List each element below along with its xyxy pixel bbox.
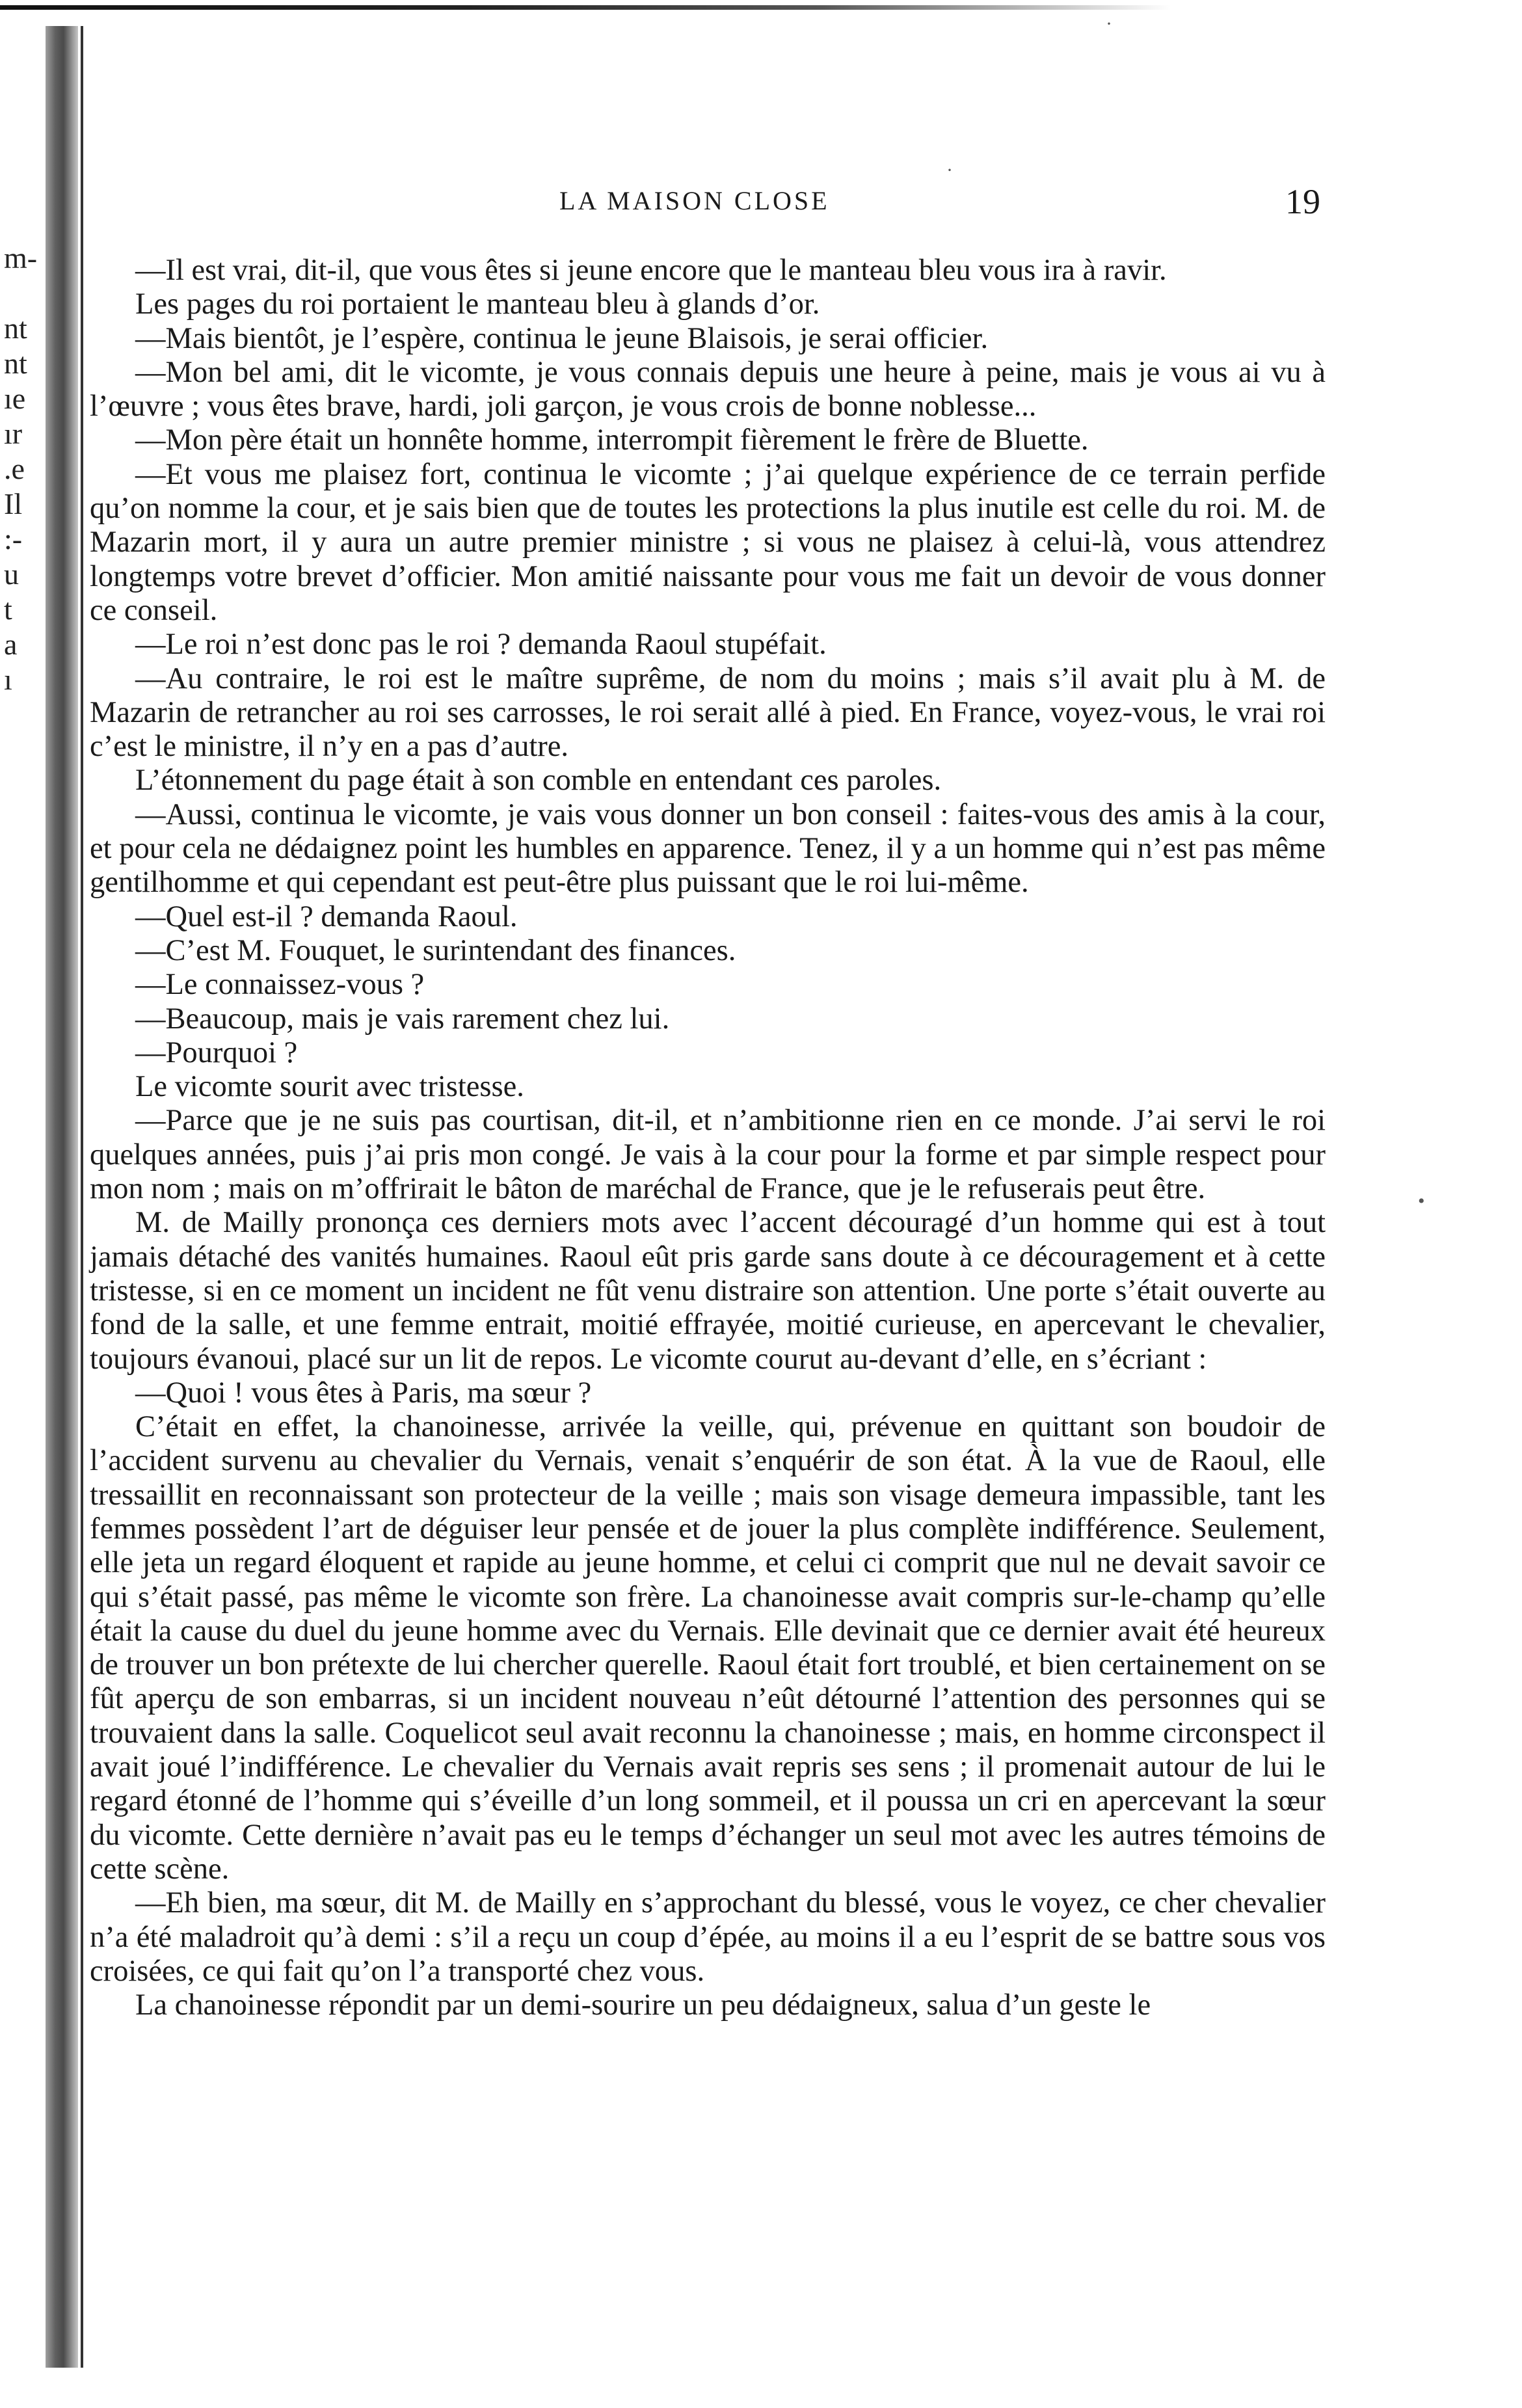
paragraph: —C’est M. Fouquet, le surintendant des finances. bbox=[135, 933, 736, 967]
body-text bbox=[90, 254, 1326, 2022]
margin-fragment: ıe bbox=[4, 382, 26, 415]
paragraph: M. de Mailly prononça ces derniers mots avec l’accent découragé d’un homme qui est à tout jamais détaché des vanités humaines. Raoul eût pris garde sans doute à ce découragement et à cette tristesse, si en ce moment un incident ne fût venu distraire son attention. Une porte s’était ouverte au fond de la salle, et une femme entrait, moitié effrayée, moitié curieuse, en apercevant le chevalier, toujours évanoui, placé sur un lit de repos. Le vicomte courut au-devant d’elle, en s’écriant : bbox=[90, 1206, 1326, 1376]
paragraph: —Mon bel ami, dit le vicomte, je vous connais depuis une heure à peine, mais je vous ai vu à l’œuvre ; vous êtes brave, hardi, joli garçon, je vous crois de bonne noblesse... bbox=[90, 355, 1326, 423]
margin-fragment bbox=[4, 276, 47, 311]
margin-fragment: a bbox=[4, 628, 18, 661]
paragraph: —Beaucoup, mais je vais rarement chez lui. bbox=[135, 1002, 670, 1036]
page-number: 19 bbox=[1285, 182, 1320, 221]
paragraph: —Il est vrai, dit-il, que vous êtes si jeune encore que le manteau bleu vous ira à ravir. bbox=[135, 254, 1167, 287]
paragraph: Le vicomte sourit avec tristesse. bbox=[135, 1070, 524, 1104]
paragraph: —Quel est-il ? demanda Raoul. bbox=[135, 900, 518, 933]
margin-fragment: :- bbox=[4, 522, 23, 555]
paragraph: —Aussi, continua le vicomte, je vais vous donner un bon conseil : faites-vous des amis à la cour, et pour cela ne dédaignez point les humbles en apparence. Tenez, il y a un homme qui n’est pas même gentilhomme et qui cependant est peut-être plus puissant que le roi lui-même. bbox=[90, 797, 1326, 900]
margin-fragment: .e bbox=[4, 452, 25, 485]
paragraph: —Pourquoi ? bbox=[135, 1036, 298, 1069]
margin-fragment: ı bbox=[4, 663, 12, 696]
margin-fragment: nt bbox=[4, 347, 27, 380]
paragraph: —Le connaissez-vous ? bbox=[135, 968, 425, 1002]
margin-fragment: m- bbox=[4, 241, 38, 274]
paragraph: —Quoi ! vous êtes à Paris, ma sœur ? bbox=[135, 1376, 592, 1410]
binding-gutter-shadow bbox=[46, 26, 78, 2368]
paragraph: —Eh bien, ma sœur, dit M. de Mailly en s’approchant du blessé, vous le voyez, ce cher chevalier n’a été maladroit qu’à demi : s’il a reçu un coup d’épée, au moins il a eu l’esprit de se battre sous vos croisées, ce qui fait qu’on l’a transporté chez vous. bbox=[90, 1886, 1326, 1988]
margin-fragment: t bbox=[4, 593, 12, 626]
paragraph: Les pages du roi portaient le manteau bleu à glands d’or. bbox=[135, 288, 820, 321]
scan-speck: · bbox=[1106, 13, 1112, 34]
previous-page-margin-fragments bbox=[4, 241, 47, 697]
paragraph: —Le roi n’est donc pas le roi ? demanda Raoul stupéfait. bbox=[135, 628, 827, 662]
margin-fragment: Il bbox=[4, 487, 23, 520]
scan-speck: • bbox=[1418, 1190, 1425, 1212]
running-head-title: LA MAISON CLOSE bbox=[559, 186, 830, 215]
margin-fragment: u bbox=[4, 557, 19, 591]
paragraph: C’était en effet, la chanoinesse, arrivée la veille, qui, prévenue en quittant son boudoir de l’accident survenu au chevalier du Vernais, venait s’enquérir de son état. À la vue de Raoul, elle tressaillit en reconnaissant son protecteur de la veille ; mais son visage demeura impassible, tant les femmes possèdent l’art de déguiser leur pensée et de jouer la plus complète indifférence. Seulement, elle jeta un regard éloquent et rapide au jeune homme, et celui ci comprit que nul ne devait savoir ce qui s’était passé, pas même le vicomte son frère. La chanoinesse avait compris sur-le-champ qu’elle était la cause du duel du jeune homme avec du Vernais. Elle devinait que ce dernier avait été heureux de trouver un bon prétexte de lui chercher querelle. Raoul était fort troublé, et bien certainement on se fût aperçu de son embarras, si un incident nouveau n’eût détourné l’attention des personnes qui se trouvaient dans la salle. Coquelicot seul avait reconnu la chanoinesse ; mais, en homme circonspect il avait joué l’indifférence. Le chevalier du Vernais avait repris ses sens ; il promenait autour de lui le regard étonné de l’homme qui s’éveille d’un long sommeil, et il poussa un cri en apercevant la sœur du vicomte. Cette dernière n’avait pas eu le temps d’échanger un seul mot avec les autres témoins de cette scène. bbox=[90, 1410, 1326, 1886]
paragraph: —Mon père était un honnête homme, interrompit fièrement le frère de Bluette. bbox=[135, 423, 1089, 457]
scan-speck: · bbox=[946, 159, 953, 181]
margin-fragment: nt bbox=[4, 312, 27, 345]
paragraph: L’étonnement du page était à son comble en entendant ces paroles. bbox=[135, 764, 942, 797]
paragraph: —Et vous me plaisez fort, continua le vicomte ; j’ai quelque expérience de ce terrain perfide qu’on nomme la cour, et je sais bien que de toutes les protections la plus inutile est celle du roi. M. de Mazarin mort, il y aura un autre premier ministre ; si vous ne plaisez à celui-là, vous attendrez longtemps votre brevet d’officier. Mon amitié naissante pour vous me fait un devoir de vous donner ce conseil. bbox=[90, 457, 1326, 627]
paragraph: —Parce que je ne suis pas courtisan, dit-il, et n’ambitionne rien en ce monde. J’ai servi le roi quelques années, puis j’ai pris mon congé. Je vais à la cour pour la forme et par simple respect pour mon nom ; mais on m’offrirait le bâton de maréchal de France, que je le refuserais peut être. bbox=[90, 1104, 1326, 1206]
page-top-rule bbox=[0, 5, 1171, 10]
paragraph: La chanoinesse répondit par un demi-sourire un peu dédaigneux, salua d’un geste le bbox=[135, 1988, 1151, 2022]
paragraph: —Au contraire, le roi est le maître suprême, de nom du moins ; mais s’il avait plu à M. de Mazarin de retrancher au roi ses carrosses, le roi serait allé à pied. En France, voyez-vous, le vrai roi c’est le ministre, il n’y en a pas d’autre. bbox=[90, 662, 1326, 764]
margin-fragment: ır bbox=[4, 417, 23, 450]
paragraph: —Mais bientôt, je l’espère, continua le jeune Blaisois, je serai officier. bbox=[135, 321, 989, 355]
running-head bbox=[137, 182, 1333, 224]
binding-gutter-line bbox=[81, 26, 83, 2368]
